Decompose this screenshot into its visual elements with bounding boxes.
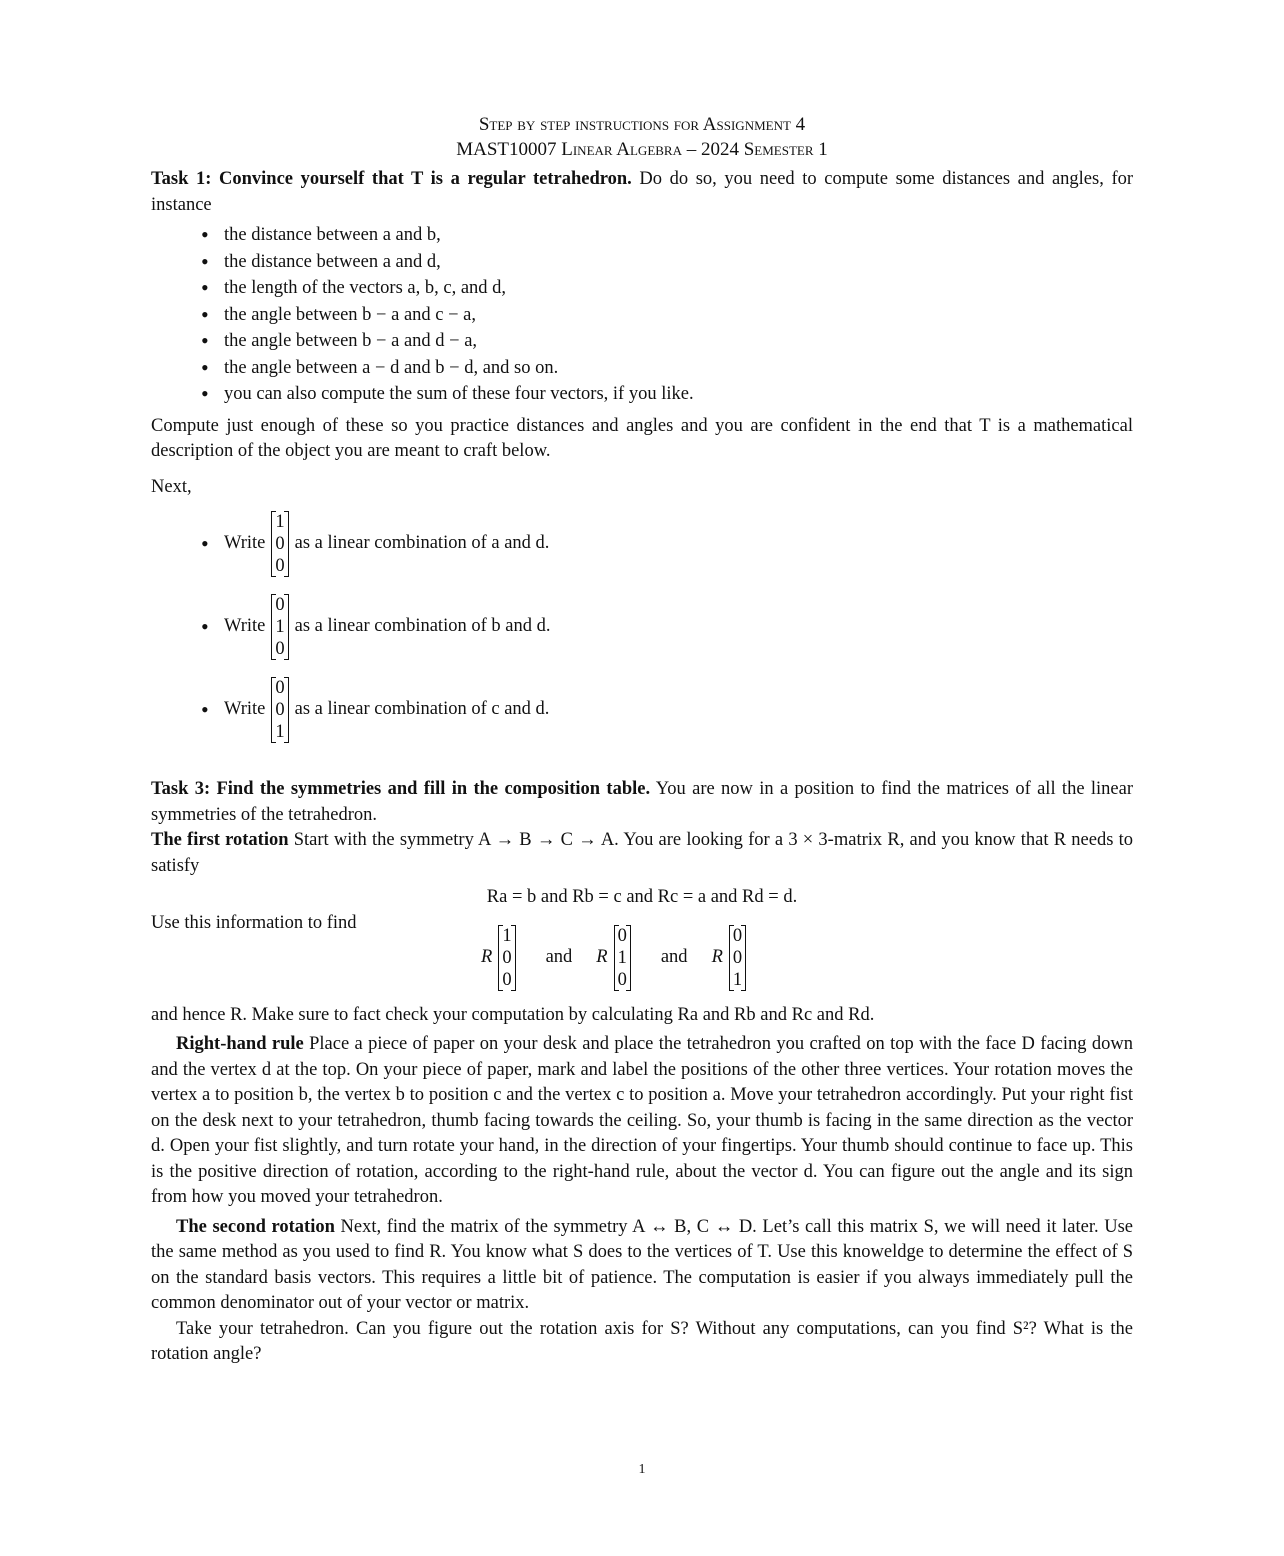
bullet-icon: •: [201, 696, 209, 722]
vector-entry: 0: [502, 969, 512, 990]
write-item: [151, 585, 1133, 668]
matrix-symbol: R: [481, 946, 493, 967]
matrix-symbol: R: [711, 946, 723, 967]
title-line-1: Step by step instructions for Assignment 4: [478, 114, 806, 135]
matrix-symbol: R: [596, 946, 608, 967]
write-item: [151, 668, 1133, 751]
right-hand-paragraph: [151, 1032, 1133, 1211]
write-tail: as a linear combination of c and d.: [294, 698, 550, 719]
list-item: • the angle between a − d and b − d, and so on.: [151, 355, 1133, 382]
right-hand-text: Place a piece of paper on your desk and place the tetrahedron you crafted on top with the face D facing down and the vertex d at the top. On your piece of paper, mark and label the positions of the other three vertices. Your rotation moves the vertex a to position b, the vertex b to position c and the vertex c to position a. Move your tetrahedron accordingly. Put your right fist on the desk next to your tetrahedron, thumb facing towards the ceiling. So, your thumb is facing in the same direction as the vector d. Open your fist slightly, and turn rotate your hand, in the direction of your fingertips. Your thumb should continue to face up. This is the positive direction of rotation, according to the right-hand rule, about the vector d. You can figure out the angle and its sign from how you moved your tetrahedron.: [151, 1034, 1134, 1207]
write-tail: as a linear combination of b and d.: [294, 615, 551, 636]
list-item: • the angle between b − a and c − a,: [151, 302, 1133, 329]
document-title: [151, 112, 1133, 162]
title-line-2: MAST10007 Linear Algebra – 2024 Semester 1: [456, 139, 828, 160]
vector-entry: 0: [617, 925, 627, 946]
list-item: • the length of the vectors a, b, c, and d,: [151, 275, 1133, 302]
vector-entry: 0: [275, 638, 285, 659]
write-word: Write: [224, 615, 266, 636]
document-page: [151, 112, 1133, 1368]
second-rotation-heading: The second rotation: [176, 1216, 335, 1237]
task1-intro: Do do so, you need to compute some distances and angles, for instance: [151, 169, 1134, 215]
vector-entry: 0: [732, 947, 743, 968]
vector-entry: 1: [275, 616, 285, 637]
column-vector: [498, 925, 515, 991]
and-word: and: [660, 946, 688, 967]
vector-entry: 0: [275, 699, 285, 720]
task1-conclusion: Compute just enough of these so you practice distances and angles and you are confident in the end that T is a mathematical description of the object you are meant to craft below.: [151, 415, 1133, 461]
vector-entry: 0: [275, 677, 285, 698]
vector-entry: 1: [617, 947, 627, 968]
page-number: 1: [638, 1462, 646, 1477]
vector-entry: 1: [732, 969, 743, 990]
list-item: • the distance between a and d,: [151, 249, 1133, 276]
list-item: • you can also compute the sum of these four vectors, if you like.: [151, 381, 1133, 408]
column-vector: [271, 594, 288, 660]
task3-heading: Task 3: Find the symmetries and fill in the composition table.: [151, 779, 651, 799]
vector-entry: 0: [732, 925, 743, 946]
vector-entry: 0: [275, 555, 285, 576]
vector-entry: 0: [275, 533, 285, 554]
write-word: Write: [224, 532, 266, 553]
vector-entry: 0: [275, 594, 285, 615]
task1-heading: Task 1: Convince yourself that T is a regular tetrahedron.: [151, 169, 632, 189]
column-vector: [271, 677, 288, 743]
task1-paragraph: [151, 167, 1133, 218]
next-label: Next,: [151, 476, 192, 497]
first-rotation-text: Start with the symmetry A → B → C → A. You are looking for a 3 × 3-matrix R, and you know that R needs to satisfy: [151, 830, 1133, 876]
use-info-label: Use this information to find: [151, 912, 357, 933]
rotation-equation: Ra = b and Rb = c and Rc = a and Rd = d.: [486, 887, 798, 907]
final-paragraph: Take your tetrahedron. Can you figure out the rotation axis for S? Without any computations, can you find S²? What is the rotation angle?: [151, 1318, 1133, 1364]
vector-entry: 1: [275, 721, 285, 742]
first-rotation-heading: The first rotation: [151, 830, 289, 850]
vector-entry: 0: [617, 969, 627, 990]
write-item: [151, 502, 1133, 585]
bullet-icon: •: [201, 530, 209, 556]
task3-paragraph: [151, 777, 1133, 828]
hence-paragraph: and hence R. Make sure to fact check your computation by calculating Ra and Rb and Rc and Rd.: [151, 1004, 875, 1025]
second-rotation-text: Next, find the matrix of the symmetry A ↔ B, C ↔ D. Let’s call this matrix S, we will need it later. Use the same method as you used to find R. You know what S does to the vertices of T. Use this knoweldge to determine the effect of S on the standard basis vectors. This requires a little bit of patience. The computation is easier if you always immediately pull the common denominator out of your vector or matrix.: [151, 1216, 1134, 1313]
vector-entry: 0: [502, 947, 512, 968]
write-list: [151, 502, 1133, 751]
write-tail: as a linear combination of a and d.: [294, 532, 550, 553]
column-vector: [614, 925, 631, 991]
vector-entry: 1: [502, 925, 512, 946]
column-vector: [271, 511, 288, 577]
write-word: Write: [224, 698, 266, 719]
bullet-icon: •: [201, 613, 209, 639]
list-item: • the angle between b − a and d − a,: [151, 328, 1133, 355]
and-word: and: [545, 946, 573, 967]
find-row: [151, 912, 1133, 999]
right-hand-heading: Right-hand rule: [176, 1034, 304, 1054]
list-item: • the distance between a and b,: [151, 222, 1133, 249]
task3-intro: You are now in a position to find the matrices of all the linear symmetries of the tetrahedron.: [151, 779, 1133, 825]
first-rotation-paragraph: [151, 828, 1133, 879]
column-vector: [729, 925, 746, 991]
vector-entry: 1: [275, 511, 285, 532]
task1-bullet-list: [151, 222, 1133, 408]
second-rotation-paragraph: [151, 1215, 1133, 1317]
find-matrices: [481, 925, 752, 991]
